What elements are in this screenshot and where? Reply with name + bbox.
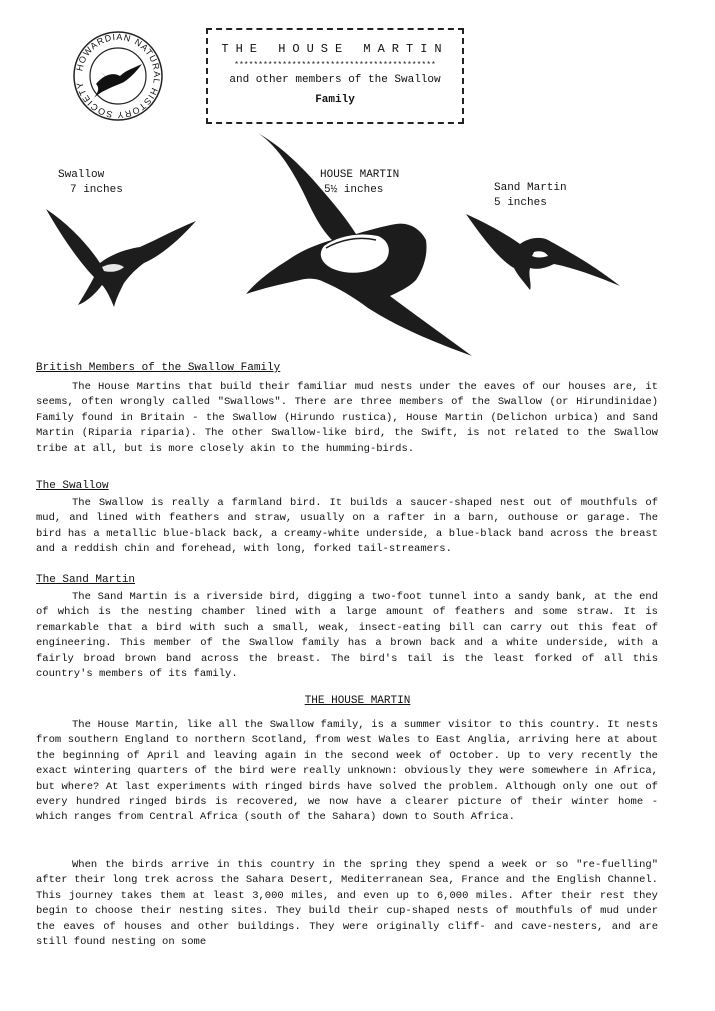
swallow-name: Swallow	[58, 169, 105, 181]
para-sand-martin: The Sand Martin is a riverside bird, digging a two-foot tunnel into a sandy bank, at the end of which is the nesting chamber lined with a large amount of feathers and some straw. It is remarkable that a bird with such a small, weak, insect-eating bill can carry out this feat of engineering. This member of the Swallow family has a brown back and a white underside, with a fairly broad brown band across the breast. The bird's tail is the least forked of all this country's members of its family.	[36, 591, 658, 681]
logo-text: HOWARDIAN NATURAL HISTORY SOCIETY	[74, 31, 163, 121]
para-house-martin-1: The House Martin, like all the Swallow family, is a summer visitor to this country. It nests from southern England to northern Scotland, from west Wales to East Anglia, arriving here at about the beginning of April and leaving again in the second week of October. Up to very recently the exact wintering quarters of the bird were really unknown: obviously they were somewhere in Africa, but where? At last experiments with ringed birds have solved the problem. Although only one out of every hundred ringed birds is recovered, we now have a clearer picture of their winter home - which ranges from Central Africa (south of the Sahara) down to South Africa.	[36, 719, 658, 824]
title-stars: ******************************************	[234, 61, 436, 70]
heading-swallow: The Swallow	[36, 480, 109, 492]
society-logo	[70, 28, 166, 124]
para-swallow: The Swallow is really a farmland bird. It builds a saucer-shaped nest out of mouthfuls of mud, and lined with feathers and straw, usually on a rafter in a barn, outhouse or garage. The bird has a metallic blue-black back, a creamy-white underside, a blue-black band across the breast and a reddish chin and forehead, with long, forked tail-streamers.	[36, 497, 658, 556]
sand-martin-size: 5 inches	[494, 197, 547, 209]
swallow-size: 7 inches	[70, 184, 123, 196]
swallow-icon	[70, 28, 166, 124]
house-martin-drawing	[228, 128, 478, 360]
sand-martin-label	[494, 181, 567, 211]
heading-sand-martin: The Sand Martin	[36, 574, 136, 586]
title-subtitle: and other members of the Swallow	[229, 74, 441, 86]
heading-house-martin: THE HOUSE MARTIN	[304, 695, 411, 707]
title-family: Family	[315, 94, 355, 106]
swallow-label	[58, 168, 123, 198]
sand-martin-drawing	[462, 210, 622, 292]
swallow-drawing	[40, 205, 200, 310]
house-martin-name: HOUSE MARTIN	[320, 169, 400, 181]
sand-martin-name: Sand Martin	[494, 182, 567, 194]
title-main: THE HOUSE MARTIN	[221, 42, 449, 56]
para-house-martin-2: When the birds arrive in this country in the spring they spend a week or so "re-fuelling" after their long trek across the Sahara Desert, Mediterranean Sea, France and the English Channel. This journey takes them at least 3,000 miles, and even up to 6,000 miles. After their rest they begin to choose their nesting sites. They build their cup-shaped nests of mouthfuls of mud under the eaves of houses and other buildings. They were originally cliff- and cave-nesters, and are still found nesting on some	[36, 859, 658, 949]
house-martin-size: 5½ inches	[324, 184, 384, 196]
title-box	[206, 28, 464, 124]
para-british-members: The House Martins that build their familiar mud nests under the eaves of our houses are, it seems, often wrongly called "Swallows". There are three members of the Swallow (or Hirundinidae) Family found in Britain - the Swallow (Hirundo rustica), House Martin (Delichon urbica) and Sand Martin (Riparia riparia). The other Swallow-like bird, the Swift, is not related to the Swallow tribe at all, but is more closely akin to the humming-birds.	[36, 381, 658, 455]
heading-british-members: British Members of the Swallow Family	[36, 362, 281, 374]
